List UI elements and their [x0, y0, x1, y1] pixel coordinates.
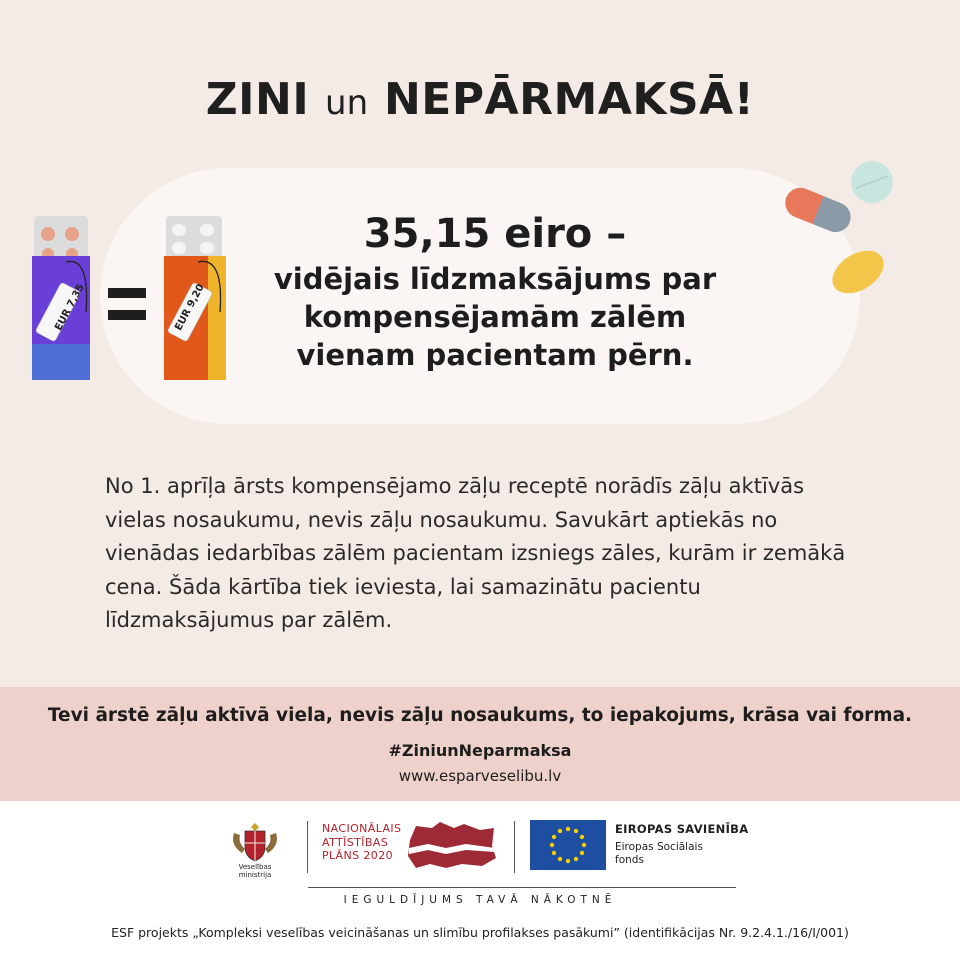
pills-icon — [778, 154, 898, 304]
equals-bar-bottom — [108, 310, 146, 320]
headline-line-2: kompensējamām zālēm — [303, 300, 687, 334]
title-un: un — [325, 83, 369, 123]
band-website-link[interactable]: www.esparveselibu.lv — [398, 767, 562, 785]
title-neparmaksa: NEPĀRMAKSĀ! — [383, 74, 755, 125]
coat-of-arms-icon — [228, 819, 282, 863]
medicine-box-purple-icon — [28, 216, 98, 382]
footer-rule — [308, 887, 736, 888]
latvia-map-icon — [406, 818, 498, 870]
page-title — [0, 74, 960, 125]
body-paragraph: No 1. aprīļa ārsts kompensējamo zāļu receptē norādīs zāļu aktīvās vielas nosaukumu, nevis zāļu nosaukumu. Savukārt aptiekās no vienādas iedarbības zālēm pacientam izsniegs zāles, kurām ir zemākā cena. Šāda kārtība tiek ieviesta, lai samazinātu pacientu līdzmaksājumus par zālēm. — [105, 474, 846, 632]
divider-1 — [307, 821, 308, 873]
nap-label — [322, 822, 401, 863]
footer-slogan: IEGULDĪJUMS TAVĀ NĀKOTNĒ — [343, 894, 617, 906]
eu-title: EIROPAS SAVIENĪBA — [615, 822, 749, 836]
headline-amount: 35,15 eiro – — [363, 211, 627, 257]
equals-bar-top — [108, 288, 146, 298]
footer — [0, 801, 960, 960]
divider-2 — [514, 821, 515, 873]
headline-line-3: vienam pacientam pērn. — [296, 338, 694, 372]
right-price-tag: EUR 9,20 — [173, 282, 207, 333]
eu-line-2: fonds — [615, 854, 644, 866]
band-hashtag[interactable]: #ZiniunNeparmaksa — [388, 741, 572, 760]
headline — [210, 208, 780, 374]
band-tagline: Tevi ārstē zāļu aktīvā viela, nevis zāļu nosaukums, to iepakojums, krāsa vai forma. — [47, 705, 913, 726]
project-note: ESF projekts „Kompleksi veselības veicināšanas un slimību profilakses pasākumi” (identifikācijas Nr. 9.2.4.1./16/I/001) — [111, 925, 849, 940]
nap-line-2: ATTĪSTĪBAS — [322, 835, 389, 849]
eu-label — [615, 823, 748, 867]
headline-line-1: vidējais līdzmaksājums par — [273, 262, 717, 296]
eu-flag-icon — [530, 820, 606, 870]
eu-line-1: Eiropas Sociālais — [615, 841, 703, 853]
info-band — [0, 687, 960, 801]
nap-line-1: NACIONĀLAIS — [322, 822, 402, 835]
title-zini: ZINI — [205, 74, 310, 125]
left-price-tag: EUR 7,35 — [53, 282, 87, 333]
ministry-label: Veselības ministrija — [238, 863, 272, 879]
nap-line-3: PLĀNS 2020 — [322, 849, 393, 862]
